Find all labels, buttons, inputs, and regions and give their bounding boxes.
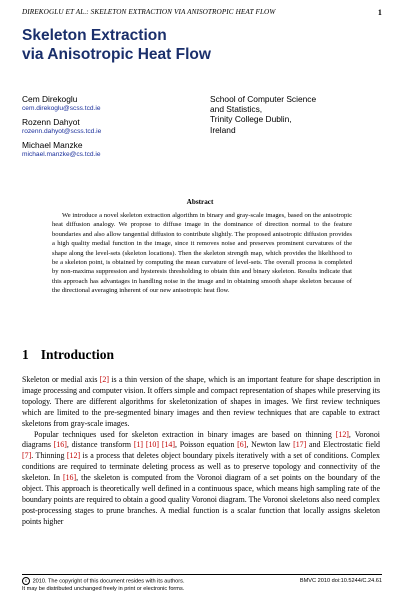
section-heading — [22, 347, 114, 363]
author-name: Cem Direkoglu — [22, 94, 78, 104]
citation-link[interactable]: [12] — [335, 429, 349, 439]
author-email[interactable]: rozenn.dahyot@scss.tcd.ie — [22, 128, 102, 135]
copyright-text: 2010. The copyright of this document resides with its authors. — [32, 578, 185, 585]
citation-link[interactable]: [16] — [53, 440, 67, 450]
affiliation-line: School of Computer Science — [210, 94, 317, 104]
author-list — [22, 94, 202, 163]
text-run: is a thin version of the shape, which is an important feature for shape description in image processing and computer vision. It offers simple and compact representation of shapes while preserving its topology. There are different algorithms for skeletonization of shapes in images. We first review techniques which are limited to the pre-segmented binary images and then review techniques that are capable to extract skeletons from gray-scale images. — [22, 375, 381, 428]
author-email[interactable]: cem.direkoglu@scss.tcd.ie — [22, 105, 101, 112]
running-header — [22, 8, 382, 16]
citation-link[interactable]: [6] — [237, 440, 247, 450]
text-run: , Poisson equation — [174, 440, 238, 450]
text-run: , distance transform — [66, 440, 134, 450]
affiliation-line: and Statistics, — [210, 104, 263, 115]
author-name: Rozenn Dahyot — [22, 117, 80, 127]
citation-link[interactable]: [10] — [145, 440, 159, 450]
affiliation — [210, 94, 380, 135]
author-email[interactable]: michael.manzke@cs.tcd.ie — [22, 151, 101, 158]
title-line-2: via Anisotropic Heat Flow — [22, 46, 211, 63]
citation-link[interactable]: [7] — [22, 451, 32, 461]
text-run: Skeleton or medial axis — [22, 375, 100, 384]
abstract-text: We introduce a novel skeleton extraction algorithm in binary and gray-scale images, based on the anisotropic heat diffusion analogy. We propose to diffuse image in the dominance of direction normal to the feature boundaries and also allow tangential diffusion to contribute slightly. The proposed anisotropic diffusion provides a high quality medial function in the image, since it removes noise and preserves prominent curvatures of the shape along the level-sets (skeleton locations). Then the skeleton strength map, which provides the likelihood to be a skeleton point, is obtained by computing the mean curvature of level-sets. The overall process is completed by non-maxima suppression and hysteresis thresholding to obtain thin and binary skeleton. Results indicate that this approach has advantages in handling noise in the image and in obtaining smooth shape skeleton because of the directional averaging inherent of our new anisotropic heat flow. — [52, 212, 352, 295]
text-run: . Thinning — [31, 451, 67, 461]
citation-link[interactable]: [1] — [133, 440, 144, 450]
citation-link[interactable]: [14] — [161, 440, 175, 450]
distribution-notice: It may be distributed unchanged freely in print or electronic forms. — [22, 586, 185, 593]
running-head-text: DIREKOGLU ET AL.: SKELETON EXTRACTION VIA ANISOTROPIC HEAT FLOW — [22, 8, 276, 16]
author-entry — [22, 117, 202, 136]
affiliation-line: Ireland — [210, 124, 236, 135]
title-line-1: Skeleton Extraction — [22, 27, 167, 44]
author-entry — [22, 94, 202, 113]
text-run: , Voronoi diagrams — [22, 429, 380, 450]
citation-link[interactable]: [2] — [99, 375, 109, 384]
citation-link[interactable]: [12] — [66, 451, 81, 461]
citation-link[interactable]: [16] — [62, 473, 77, 483]
page-footer — [22, 574, 382, 593]
text-run: , the skeleton is computed from the Voronoi diagram of a set points on the boundary of the object. This approach is theoretically well defined in a continuous space, which means high sampling rate of the boundary points are required to obtain a good quality Voronoi diagram. The Voronoi skeletons also need complex post-processing stages to prune branches. A medial function is a scalar function that locally assigns skeleton points higher — [22, 473, 381, 526]
affiliation-line: Trinity College Dublin, — [210, 114, 292, 125]
text-run: Popular techniques used for skeleton extraction in binary images are based on thinning — [34, 429, 336, 439]
text-run: and Electrostatic field — [306, 440, 380, 450]
citation-link[interactable]: [17] — [293, 440, 307, 450]
body-text — [22, 375, 380, 528]
text-run: , Newton law — [246, 440, 294, 450]
author-name: Michael Manzke — [22, 140, 83, 150]
paragraph — [22, 375, 380, 430]
conference-doi: BMVC 2010 doi:10.5244/C.24.61 — [299, 578, 382, 584]
copyright-icon: c — [22, 577, 30, 585]
page-number: 1 — [377, 8, 382, 17]
author-entry — [22, 140, 202, 159]
paragraph — [22, 430, 380, 528]
section-number: 1 — [22, 347, 29, 362]
text-run: is a process that deletes object boundary pixels iteratively with a set of conditions. Complex conditions are required to terminate deleting process as well as to preserve topology and connectivity of the skeleton. In — [22, 451, 380, 483]
section-title: Introduction — [40, 347, 115, 362]
abstract-heading: Abstract — [186, 198, 214, 206]
paper-title — [22, 26, 211, 64]
